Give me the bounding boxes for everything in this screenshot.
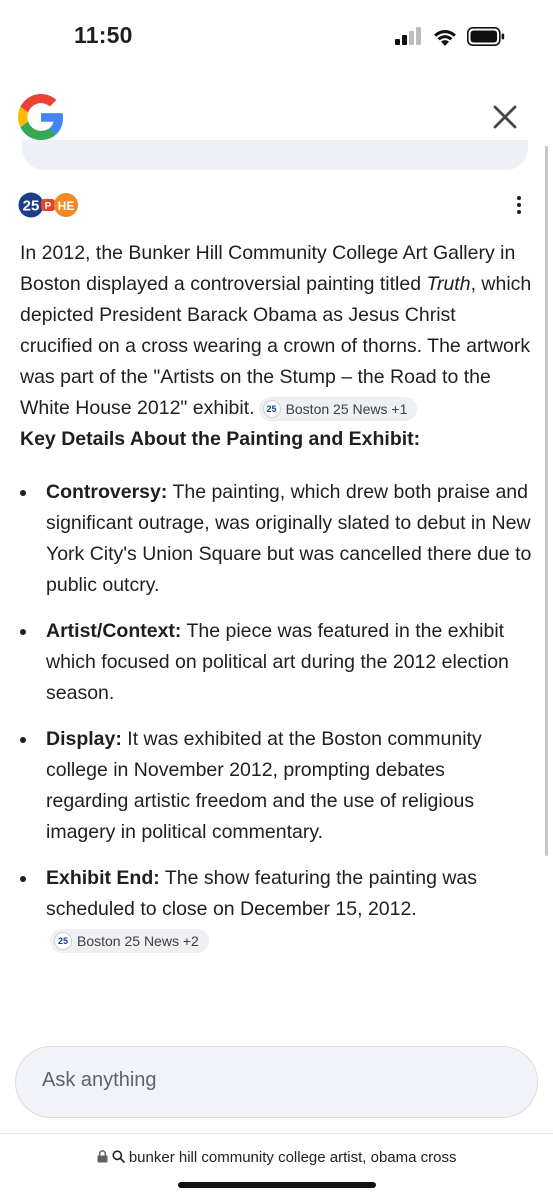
list-item [20,477,532,601]
citation-chip[interactable] [50,929,209,953]
boston-25-icon: 25 [54,932,72,950]
citation-chip[interactable] [259,397,418,421]
source-row [18,190,533,220]
url-query-text: bunker hill community college artist, obama cross [128,1149,457,1166]
list-item [20,863,532,956]
section-heading: Key Details About the Painting and Exhibit: [20,428,421,450]
svg-text:HE: HE [57,199,75,213]
painting-title: Truth [426,273,471,295]
item-text: The painting, which drew both praise and significant outrage, was originally slated to debut in New York City's Union Square but was cancelled there due to public outcry. [46,481,532,596]
search-icon [112,1150,125,1163]
citation-label: Boston 25 News +1 [285,401,408,417]
lock-icon [97,1150,108,1163]
google-g-logo[interactable] [18,94,64,140]
bullet-icon [20,737,26,743]
scrollbar[interactable] [545,146,548,856]
svg-text:25: 25 [22,197,40,215]
bullet-icon [20,876,26,882]
item-text: It was exhibited at the Boston community college in November 2012, prompting debates regarding artistic freedom and the use of religious imagery in political commentary. [46,728,482,843]
intro-text: In 2012, the Bunker Hill Community College Art Gallery in Boston displayed a controversial painting titled [20,242,516,295]
url-bar[interactable] [0,1133,553,1200]
intro-paragraph [20,238,532,424]
status-bar [0,0,553,76]
item-label: Display: [46,728,122,750]
bullet-icon [20,490,26,496]
item-label: Controversy: [46,481,168,503]
item-label: Artist/Context: [46,620,182,642]
svg-text:P: P [44,201,52,212]
citation-label: Boston 25 News +2 [77,933,199,949]
cellular-signal-icon [395,27,423,45]
ask-input[interactable] [15,1046,538,1118]
url-display[interactable] [0,1149,553,1166]
intro-text-cont: , which depicted President Barack Obama as Jesus Christ crucified on a cross wearing a crown of thorns. The artwork was part of the "Artists on the Stump – the Road to the White House 2012" exhibit. [20,273,532,419]
ai-answer [20,238,532,971]
search-box-partial[interactable] [22,140,528,170]
wifi-icon [432,27,458,46]
list-item [20,724,532,848]
boston-25-icon: 25 [263,400,281,418]
home-indicator[interactable] [178,1182,376,1188]
item-text: The piece was featured in the exhibit which focused on political art during the 2012 election season. [46,620,509,704]
status-time: 11:50 [74,22,133,48]
close-icon[interactable] [489,101,521,133]
status-icons [395,25,505,47]
ask-placeholder: Ask anything [42,1069,157,1091]
details-list [20,477,532,956]
boston-25-news-logo[interactable] [18,190,80,220]
item-text: The show featuring the painting was scheduled to close on December 15, 2012. [46,867,478,920]
item-label: Exhibit End: [46,867,160,889]
battery-icon [467,27,505,46]
bullet-icon [20,629,26,635]
list-item [20,616,532,709]
kebab-menu-icon[interactable] [507,192,531,218]
